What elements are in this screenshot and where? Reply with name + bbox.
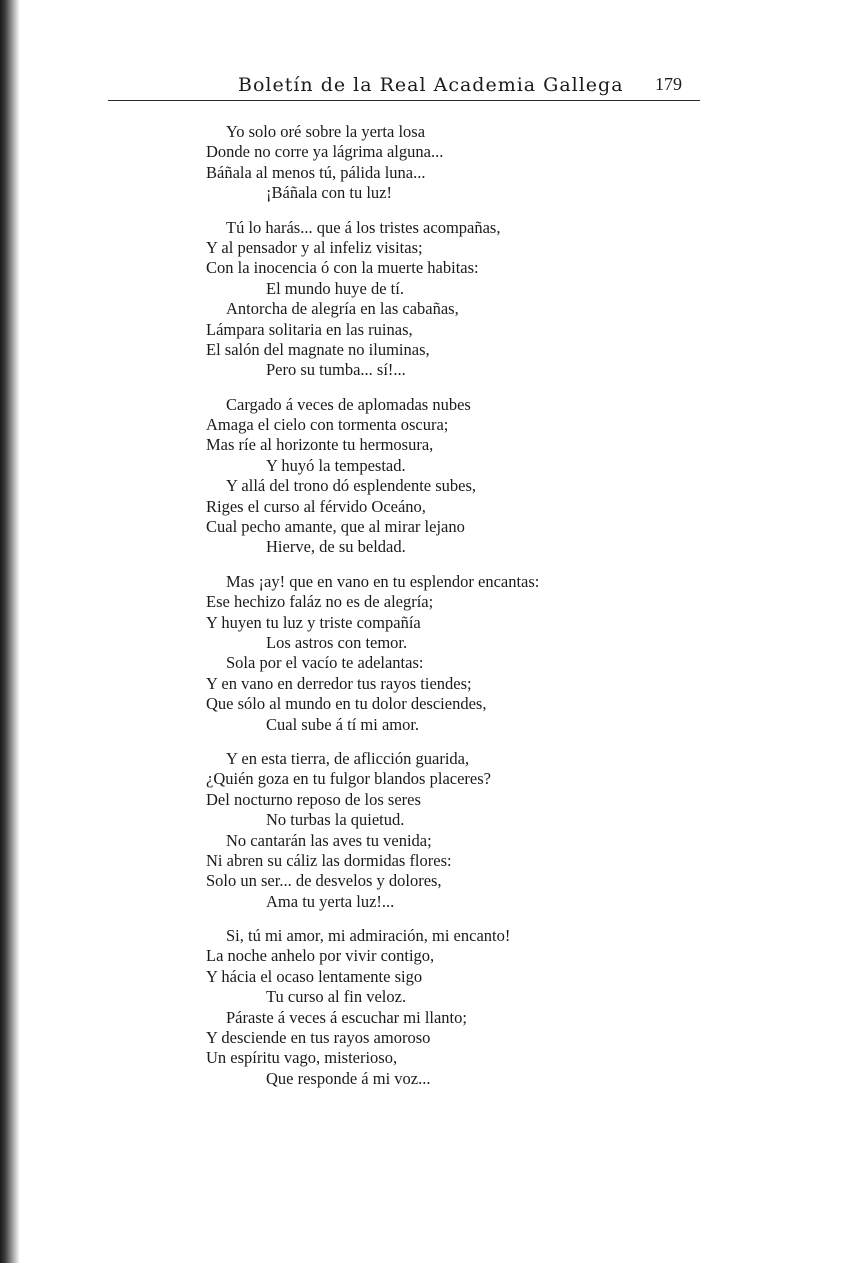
poem-line: Y en esta tierra, de aflicción guarida, [226,748,470,768]
stanza [0,218,850,381]
poem-line: Cual sube á tí mi amor. [266,714,420,734]
page-number: 179 [655,74,682,94]
poem-line: Solo un ser... de desvelos y dolores, [206,871,442,891]
poem-line: Mas ¡ay! que en vano en tu esplendor encantas: [226,571,540,591]
poem-line: Mas ríe al horizonte tu hermosura, [206,435,434,455]
poem-line: Páraste á veces á escuchar mi llanto; [226,1007,467,1027]
poem-line: Que responde á mi voz... [266,1068,431,1088]
poem-line: Un espíritu vago, misterioso, [206,1048,398,1068]
poem-line: ¡Báñala con tu luz! [266,183,392,203]
poem-line: Ni abren su cáliz las dormidas flores: [206,850,452,870]
poem-line: Riges el curso al férvido Oceáno, [206,496,426,516]
poem-body [0,122,850,1103]
poem-line: El salón del magnate no iluminas, [206,339,430,359]
stanza [0,122,850,204]
poem-line: Y al pensador y al infeliz visitas; [206,237,423,257]
poem-line: Y hácia el ocaso lentamente sigo [206,966,423,986]
poem-line: Y en vano en derredor tus rayos tiendes; [206,673,472,693]
stanza [0,749,850,912]
poem-line: Yo solo oré sobre la yerta losa [226,122,426,141]
poem-line: Hierve, de su beldad. [266,537,406,557]
poem-line: ¿Quién goza en tu fulgor blandos placeres? [206,769,491,789]
running-header [108,74,700,101]
poem-line: Con la inocencia ó con la muerte habitas: [206,258,479,278]
poem-line: Amaga el cielo con tormenta oscura; [206,415,449,435]
poem-line: Y allá del trono dó esplendente subes, [226,476,477,496]
poem-line: Antorcha de alegría en las cabañas, [226,299,459,319]
poem-line: Tu curso al fin veloz. [266,987,407,1007]
poem-line: Ama tu yerta luz!... [266,891,395,911]
poem-line: Si, tú mi amor, mi admiración, mi encanto! [226,926,511,946]
running-title: Boletín de la Real Academia Gallega [238,74,624,96]
poem-line: Y huyó la tempestad. [266,455,406,475]
poem-line: Sola por el vacío te adelantas: [226,653,424,673]
poem-line: Y desciende en tus rayos amoroso [206,1028,431,1048]
poem-line: Que sólo al mundo en tu dolor desciendes, [206,694,487,714]
poem-line: Báñala al menos tú, pálida luna... [206,162,426,182]
poem-line: El mundo huye de tí. [266,278,404,298]
stanza [0,926,850,1089]
poem-line: Cual pecho amante, que al mirar lejano [206,517,465,537]
poem-line: Tú lo harás... que á los tristes acompañas, [226,217,501,237]
poem-line: Ese hechizo faláz no es de alegría; [206,592,434,612]
poem-line: La noche anhelo por vivir contigo, [206,946,435,966]
poem-line: Donde no corre ya lágrima alguna... [206,142,444,162]
poem-line: Los astros con temor. [266,632,408,652]
poem-line: Pero su tumba... sí!... [266,360,406,380]
poem-line: No turbas la quietud. [266,810,405,830]
stanza [0,395,850,558]
stanza [0,572,850,735]
poem-line: Y huyen tu luz y triste compañía [206,612,421,632]
poem-line: Cargado á veces de aplomadas nubes [226,394,471,414]
poem-line: No cantarán las aves tu venida; [226,830,432,850]
poem-line: Lámpara solitaria en las ruinas, [206,319,413,339]
poem-line: Del nocturno reposo de los seres [206,789,421,809]
